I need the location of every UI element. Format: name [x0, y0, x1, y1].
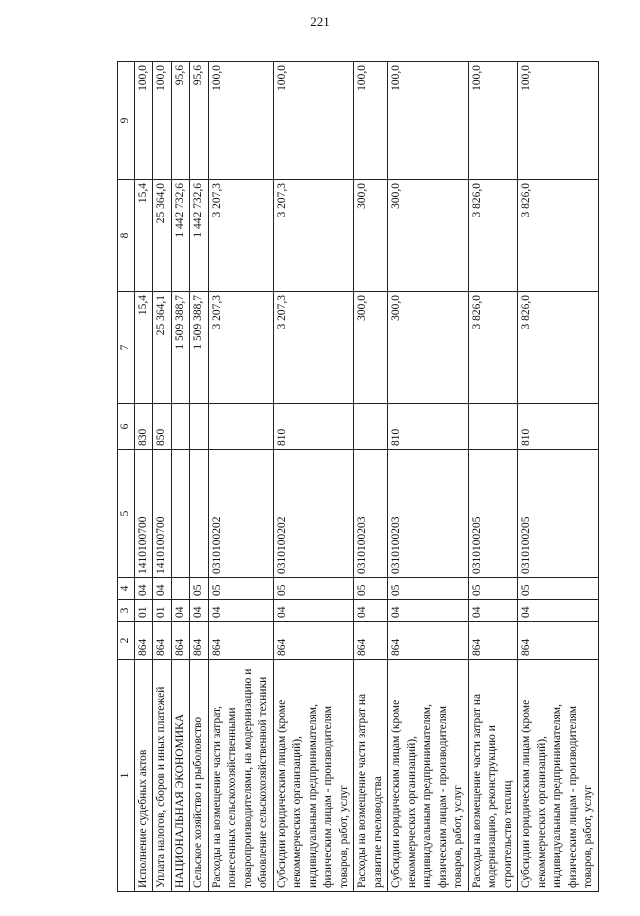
cell-executed: 3 826,0: [518, 180, 599, 292]
cell-planned: 3 207,3: [208, 292, 273, 404]
col-header-4: 4: [118, 578, 135, 600]
table-row: [273, 62, 354, 892]
cell-executed: 1 442 732,6: [171, 180, 190, 292]
cell-percent: 95,6: [171, 62, 190, 180]
table-row: [518, 62, 599, 892]
col-header-7: 7: [118, 292, 135, 404]
cell-expense-type: [468, 404, 518, 450]
cell-subsection: 05: [468, 578, 518, 600]
cell-target-article: 0310100203: [388, 450, 469, 578]
table-row: [388, 62, 469, 892]
cell-name: Сельское хозяйство и рыболовство: [190, 660, 209, 892]
cell-expense-type: [354, 404, 388, 450]
cell-expense-type: 810: [518, 404, 599, 450]
table-row: [208, 62, 273, 892]
cell-admin-code: 864: [354, 622, 388, 660]
cell-admin-code: 864: [153, 622, 172, 660]
col-header-8: 8: [118, 180, 135, 292]
page-number: 221: [310, 14, 330, 29]
cell-percent: 100,0: [354, 62, 388, 180]
cell-percent: 100,0: [273, 62, 354, 180]
cell-executed: 300,0: [354, 180, 388, 292]
cell-subsection: 05: [208, 578, 273, 600]
cell-admin-code: 864: [171, 622, 190, 660]
cell-percent: 95,6: [190, 62, 209, 180]
cell-percent: 100,0: [208, 62, 273, 180]
cell-subsection: 05: [190, 578, 209, 600]
cell-executed: 3 207,3: [208, 180, 273, 292]
cell-name: Уплата налогов, сборов и иных платежей: [153, 660, 172, 892]
cell-admin-code: 864: [388, 622, 469, 660]
cell-target-article: 0310100203: [354, 450, 388, 578]
cell-name: Исполнение судебных актов: [134, 660, 153, 892]
cell-subsection: 05: [273, 578, 354, 600]
col-header-5: 5: [118, 450, 135, 578]
cell-target-article: 1410100700: [134, 450, 153, 578]
cell-planned: 300,0: [354, 292, 388, 404]
cell-name: НАЦИОНАЛЬНАЯ ЭКОНОМИКА: [171, 660, 190, 892]
cell-planned: 1 509 388,7: [171, 292, 190, 404]
cell-name: Расходы на возмещение части затрат на развитие пчеловодства: [354, 660, 388, 892]
cell-expense-type: 810: [388, 404, 469, 450]
cell-executed: 3 207,3: [273, 180, 354, 292]
cell-section: 01: [134, 600, 153, 622]
table-row: [171, 62, 190, 892]
cell-target-article: 0310100202: [273, 450, 354, 578]
cell-executed: 25 364,0: [153, 180, 172, 292]
cell-subsection: 04: [134, 578, 153, 600]
col-header-2: 2: [118, 622, 135, 660]
cell-planned: 25 364,1: [153, 292, 172, 404]
cell-subsection: 05: [354, 578, 388, 600]
header-row: [118, 62, 135, 892]
cell-target-article: 0310100205: [518, 450, 599, 578]
cell-planned: 3 826,0: [518, 292, 599, 404]
cell-expense-type: 850: [153, 404, 172, 450]
cell-expense-type: [171, 404, 190, 450]
cell-expense-type: [190, 404, 209, 450]
cell-admin-code: 864: [273, 622, 354, 660]
cell-name: Субсидии юридическим лицам (кроме некоммерческих организаций), индивидуальным предпринимателям, физическим лицам - производителям товаров, работ, услуг: [388, 660, 469, 892]
cell-admin-code: 864: [208, 622, 273, 660]
cell-target-article: 0310100205: [468, 450, 518, 578]
cell-section: 04: [171, 600, 190, 622]
cell-section: 04: [190, 600, 209, 622]
cell-subsection: 04: [153, 578, 172, 600]
cell-planned: 15,4: [134, 292, 153, 404]
cell-subsection: 05: [388, 578, 469, 600]
cell-section: 04: [208, 600, 273, 622]
cell-executed: 15,4: [134, 180, 153, 292]
cell-percent: 100,0: [153, 62, 172, 180]
rotated-table-frame: [117, 62, 594, 892]
cell-planned: 3 826,0: [468, 292, 518, 404]
col-header-3: 3: [118, 600, 135, 622]
cell-section: 01: [153, 600, 172, 622]
cell-percent: 100,0: [468, 62, 518, 180]
cell-name: Субсидии юридическим лицам (кроме некоммерческих организаций), индивидуальным предпринимателям, физическим лицам - производителям товаров, работ, услуг: [273, 660, 354, 892]
cell-name: Расходы на возмещение части затрат на модернизацию, реконструкцию и строительство теплиц: [468, 660, 518, 892]
col-header-6: 6: [118, 404, 135, 450]
cell-expense-type: [208, 404, 273, 450]
cell-planned: 3 207,3: [273, 292, 354, 404]
cell-section: 04: [388, 600, 469, 622]
cell-subsection: 05: [518, 578, 599, 600]
cell-target-article: [190, 450, 209, 578]
table-row: [468, 62, 518, 892]
cell-subsection: [171, 578, 190, 600]
cell-percent: 100,0: [518, 62, 599, 180]
cell-section: 04: [468, 600, 518, 622]
budget-table: [117, 61, 599, 892]
cell-executed: 3 826,0: [468, 180, 518, 292]
cell-admin-code: 864: [518, 622, 599, 660]
cell-admin-code: 864: [190, 622, 209, 660]
cell-expense-type: 830: [134, 404, 153, 450]
cell-target-article: 0310100202: [208, 450, 273, 578]
cell-percent: 100,0: [388, 62, 469, 180]
cell-planned: 1 509 388,7: [190, 292, 209, 404]
cell-name: Расходы на возмещение части затрат, понесенных сельскохозяйственными товаропроизводителями, на модернизацию и обновление сельскохозяйственной техники: [208, 660, 273, 892]
cell-admin-code: 864: [134, 622, 153, 660]
cell-target-article: [171, 450, 190, 578]
table-body: [134, 62, 598, 892]
cell-executed: 1 442 732,6: [190, 180, 209, 292]
cell-executed: 300,0: [388, 180, 469, 292]
cell-admin-code: 864: [468, 622, 518, 660]
col-header-1: 1: [118, 660, 135, 892]
cell-name: Субсидии юридическим лицам (кроме некоммерческих организаций), индивидуальным предпринимателям, физическим лицам - производителям товаров, работ, услуг: [518, 660, 599, 892]
table-row: [354, 62, 388, 892]
table-row: [190, 62, 209, 892]
cell-section: 04: [518, 600, 599, 622]
cell-percent: 100,0: [134, 62, 153, 180]
cell-section: 04: [354, 600, 388, 622]
col-header-9: 9: [118, 62, 135, 180]
cell-section: 04: [273, 600, 354, 622]
table-row: [134, 62, 153, 892]
cell-planned: 300,0: [388, 292, 469, 404]
cell-target-article: 1410100700: [153, 450, 172, 578]
table-row: [153, 62, 172, 892]
cell-expense-type: 810: [273, 404, 354, 450]
